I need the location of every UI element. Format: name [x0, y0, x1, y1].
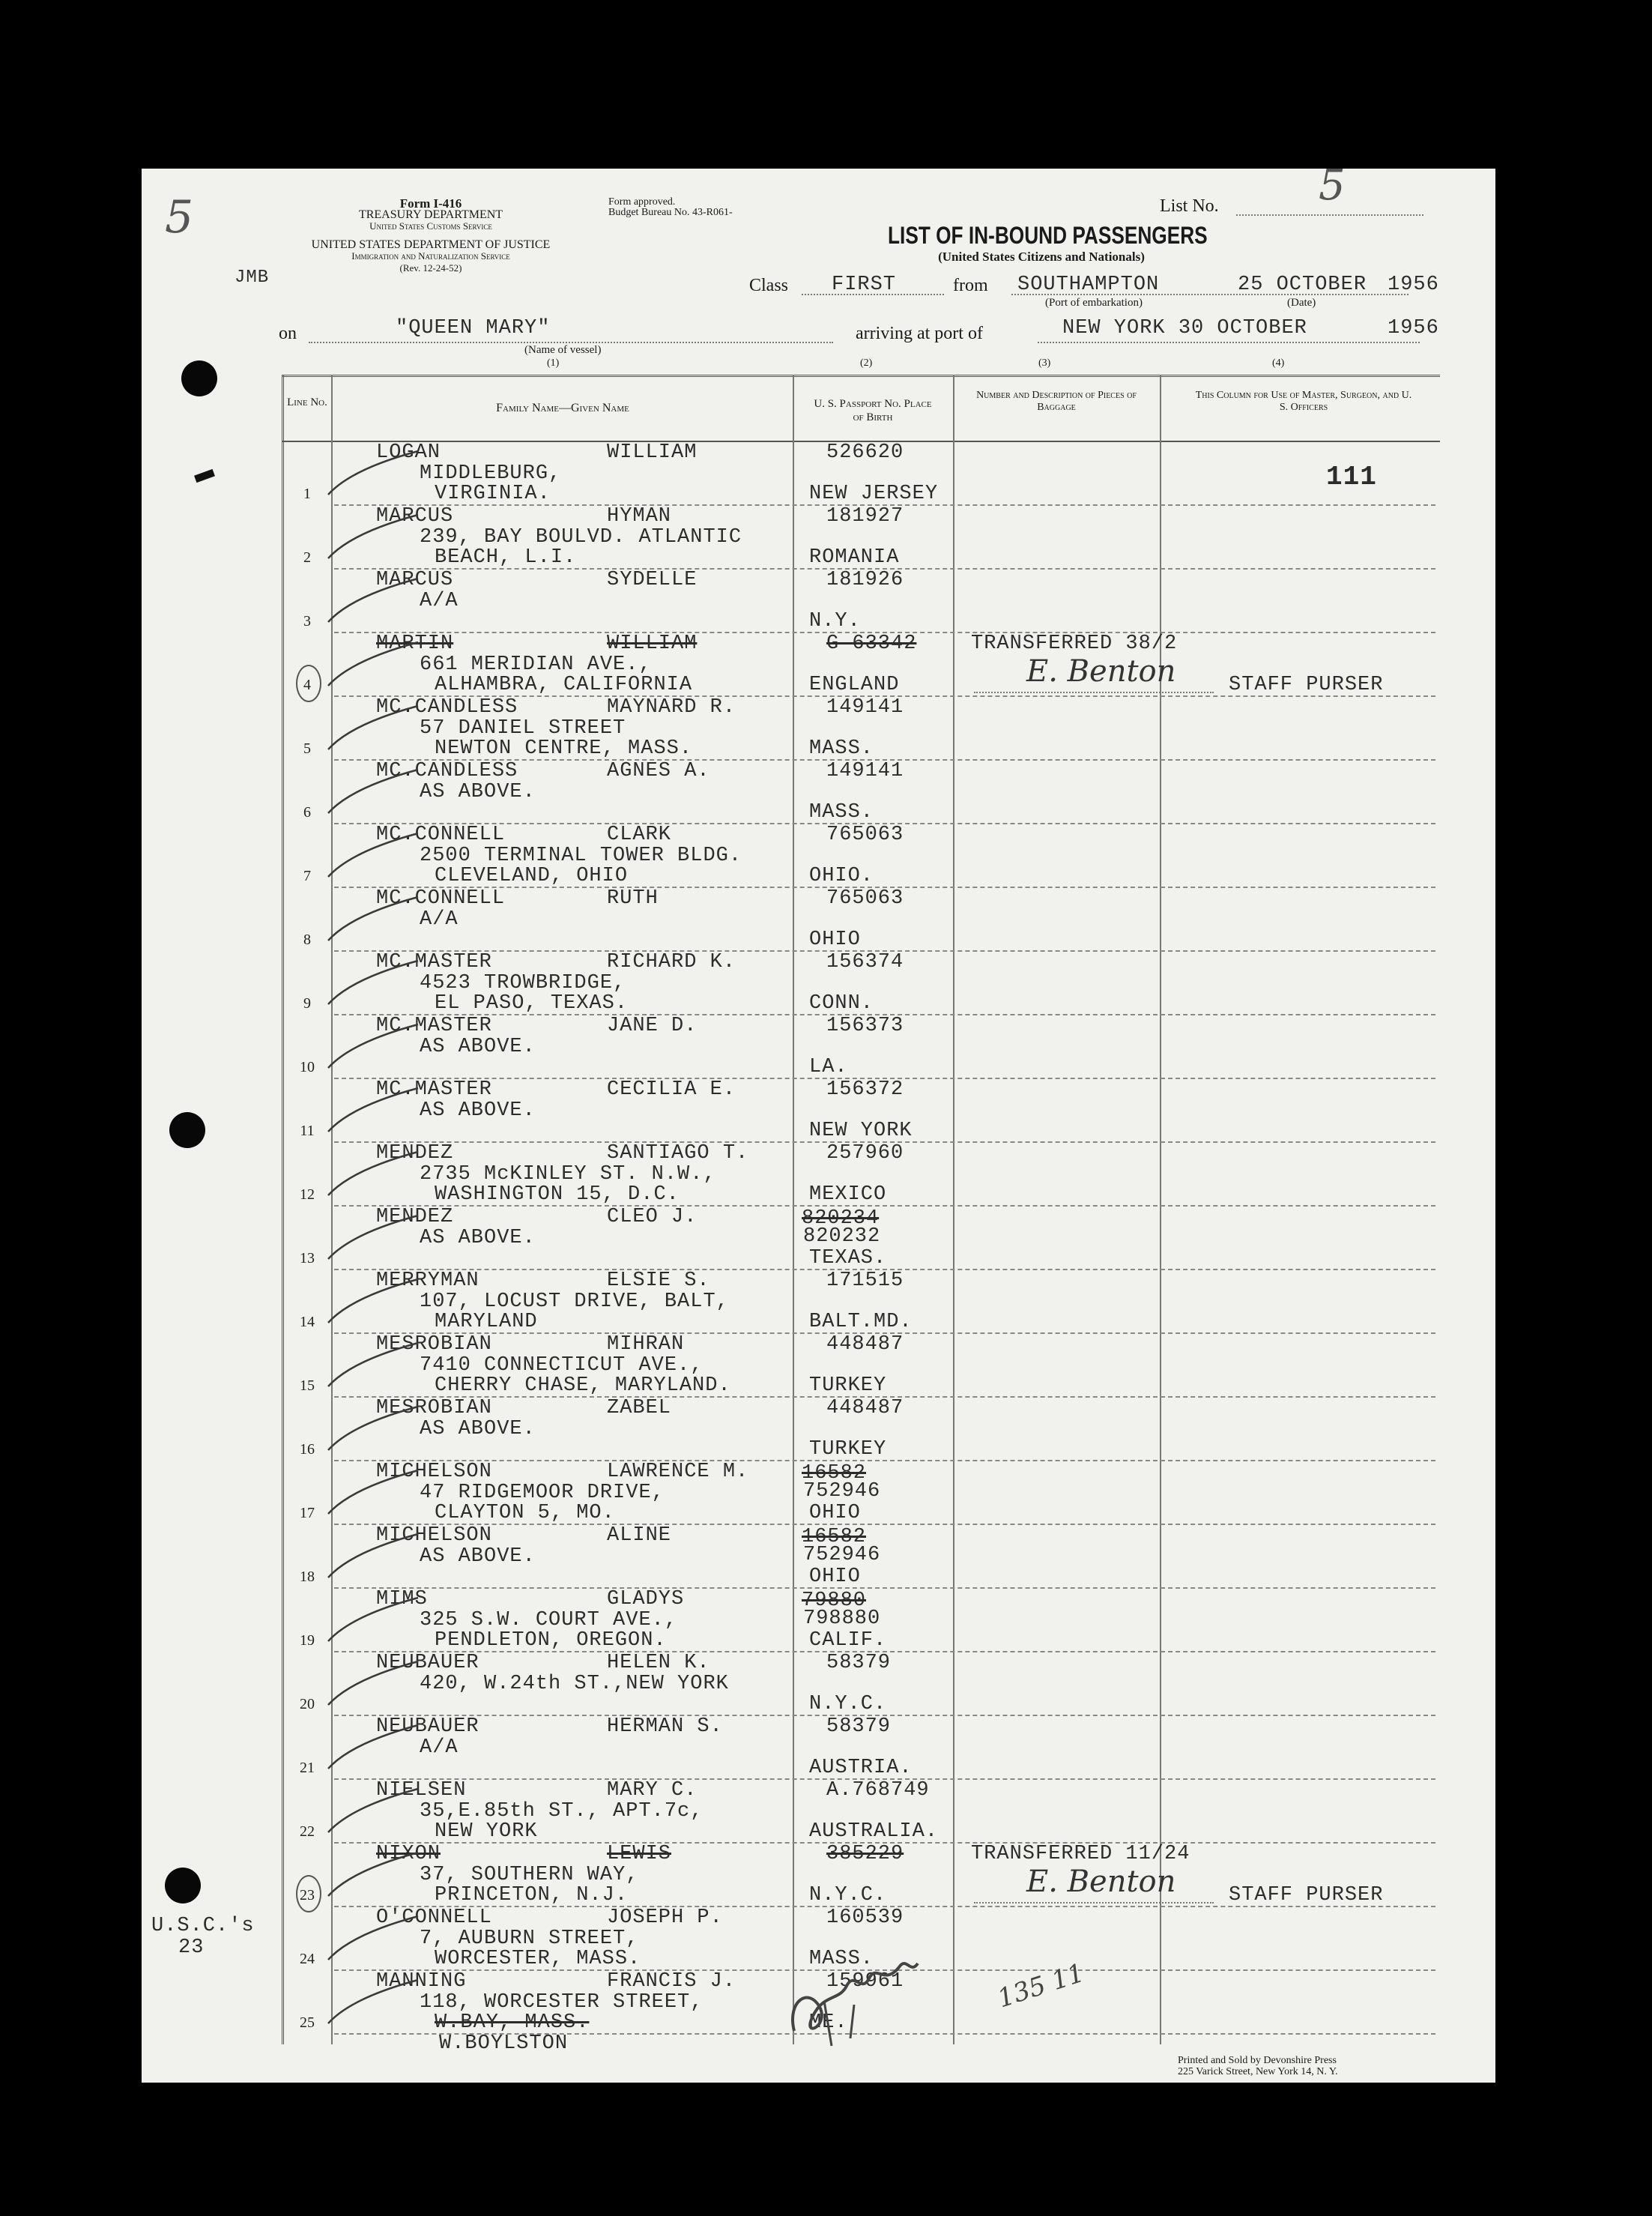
given-name: RUTH	[607, 887, 659, 910]
given-name: MARY C.	[607, 1779, 698, 1802]
purser-signature: E. Benton	[1026, 654, 1176, 689]
line-number: 6	[303, 804, 311, 821]
line-number: 22	[300, 1823, 315, 1840]
passport-number: 752946	[803, 1480, 881, 1503]
check-mark	[313, 639, 426, 692]
check-mark	[313, 512, 426, 564]
address-line-2: PENDLETON, OREGON.	[435, 1629, 667, 1652]
class-label: Class	[749, 276, 789, 295]
arrival-port-date: NEW YORK 30 OCTOBER	[1062, 317, 1307, 339]
given-name: CLARK	[607, 824, 672, 846]
place-of-birth: OHIO	[809, 929, 861, 951]
check-mark	[313, 1276, 426, 1329]
printer-line-2: 225 Varick Street, New York 14, N. Y.	[1178, 2066, 1338, 2077]
passport-number: 156373	[826, 1015, 904, 1037]
address-line-1: AS ABOVE.	[420, 1036, 536, 1058]
punch-hole-top	[181, 360, 217, 396]
given-name: RICHARD K.	[607, 951, 736, 973]
arriving-label: arriving at port of	[856, 324, 983, 343]
revision: (Rev. 12-24-52)	[399, 262, 462, 274]
place-of-birth: N.Y.	[809, 610, 861, 633]
address-line-1: 420, W.24th ST.,NEW YORK	[420, 1673, 729, 1695]
family-name: MC.CANDLESS	[376, 696, 518, 719]
place-of-birth: MASS.	[809, 737, 874, 760]
passport-number-struck: 79880	[802, 1589, 867, 1612]
address-line-2: WASHINGTON 15, D.C.	[435, 1183, 680, 1206]
check-mark	[313, 448, 426, 501]
line-number: 2	[303, 549, 311, 566]
line-number: 25	[300, 2014, 315, 2031]
col-header-passport: U. S. Passport No. Place of Birth	[814, 398, 932, 423]
given-name: HYMAN	[607, 505, 672, 528]
vessel-name: "QUEEN MARY"	[396, 317, 551, 339]
address-line-1: A/A	[420, 908, 459, 931]
passport-number: 159961	[826, 1970, 904, 1993]
line-number: 19	[300, 1632, 315, 1649]
family-name: MESROBIAN	[376, 1397, 492, 1419]
check-mark	[313, 1913, 426, 1966]
punch-hole-middle	[169, 1112, 205, 1148]
col-header-baggage: Number and Description of Pieces of Baggage	[976, 390, 1137, 413]
family-name: NEUBAUER	[376, 1652, 479, 1674]
family-name: O'CONNELL	[376, 1906, 492, 1929]
address-line-2: WORCESTER, MASS.	[435, 1948, 641, 1970]
line-number: 13	[300, 1250, 315, 1266]
check-mark	[313, 1658, 426, 1711]
address-line-2: NEW YORK	[435, 1820, 538, 1843]
family-name: MC.CANDLESS	[376, 760, 518, 782]
place-of-birth: OHIO	[809, 1566, 861, 1588]
printer-line-1: Printed and Sold by Devonshire Press	[1178, 2055, 1337, 2066]
given-name: ALINE	[607, 1524, 672, 1547]
address-line-2: VIRGINIA.	[435, 483, 551, 505]
place-of-birth: CONN.	[809, 992, 874, 1015]
dept-treasury: TREASURY DEPARTMENT	[358, 208, 503, 221]
check-mark	[313, 894, 426, 947]
place-of-birth: TURKEY	[809, 1374, 887, 1397]
table-top-border	[282, 375, 1440, 377]
line-number: 11	[300, 1123, 315, 1139]
usc-count: 23	[178, 1936, 205, 1959]
line-number: 16	[300, 1441, 315, 1458]
line-number: 9	[303, 995, 311, 1012]
address-line-1: A/A	[420, 1736, 459, 1759]
passport-number: 160539	[826, 1906, 904, 1929]
family-name: NIELSEN	[376, 1779, 467, 1802]
address-line-3: W.BOYLSTON	[439, 2032, 569, 2055]
row-separator	[334, 1460, 1435, 1461]
signature-line	[974, 1902, 1214, 1903]
date-caption: (Date)	[1287, 297, 1316, 309]
address-line-1: 325 S.W. COURT AVE.,	[420, 1609, 678, 1631]
address-line-1: A/A	[420, 590, 459, 612]
line-number: 12	[300, 1186, 315, 1203]
given-name: SANTIAGO T.	[607, 1142, 749, 1165]
passport-number: A.768749	[826, 1779, 930, 1802]
check-mark	[313, 1021, 426, 1074]
address-line-1: AS ABOVE.	[420, 1418, 536, 1440]
family-name: MERRYMAN	[376, 1269, 479, 1292]
family-name: MARTIN	[376, 633, 454, 655]
list-no-value: 5	[1319, 161, 1346, 210]
line-number: 8	[303, 932, 311, 948]
place-of-birth: MASS.	[809, 801, 874, 824]
arrival-line	[1038, 342, 1420, 343]
address-line-1: 2735 McKINLEY ST. N.W.,	[420, 1163, 716, 1186]
given-name: SYDELLE	[607, 569, 698, 591]
line-number: 5	[303, 740, 311, 757]
given-name: LAWRENCE M.	[607, 1461, 749, 1483]
passport-number: 58379	[826, 1652, 892, 1674]
clerk-initials: JMB	[235, 268, 270, 288]
place-of-birth: NEW YORK	[809, 1120, 913, 1142]
passport-number-struck: 820234	[802, 1207, 880, 1230]
family-name: LOGAN	[376, 441, 441, 464]
passport-number: 181926	[826, 569, 904, 591]
address-line-2: CHERRY CHASE, MARYLAND.	[435, 1374, 731, 1397]
line-number: 20	[300, 1696, 315, 1712]
vessel-caption: (Name of vessel)	[524, 344, 602, 356]
line-number: 24	[300, 1951, 315, 1967]
passport-number: 798880	[803, 1607, 881, 1630]
place-of-birth: AUSTRIA.	[809, 1757, 913, 1779]
address-line-2: CLAYTON 5, MO.	[435, 1502, 615, 1524]
departure-date: 25 OCTOBER	[1238, 274, 1367, 296]
line-number: 14	[300, 1314, 315, 1330]
address-line-1: 2500 TERMINAL TOWER BLDG.	[420, 845, 742, 867]
port-of-embarkation: SOUTHAMPTON	[1017, 274, 1160, 296]
line-number: 3	[303, 613, 311, 630]
given-name: ZABEL	[607, 1397, 672, 1419]
given-name: JANE D.	[607, 1015, 698, 1037]
address-line-2: PRINCETON, N.J.	[435, 1884, 629, 1906]
check-mark	[313, 830, 426, 883]
passport-number: 156374	[826, 951, 904, 973]
address-line-2: ALHAMBRA, CALIFORNIA	[435, 674, 693, 696]
row-separator	[334, 1587, 1435, 1589]
passport-number-struck: 16582	[802, 1526, 867, 1548]
given-name: FRANCIS J.	[607, 1970, 736, 1993]
address-line-1: 661 MERIDIAN AVE.,	[420, 653, 652, 676]
check-mark	[313, 1467, 426, 1520]
passport-number: 58379	[826, 1715, 892, 1738]
place-of-birth: AUSTRALIA.	[809, 1820, 939, 1843]
budget-bureau: Budget Bureau No. 43-R061-	[608, 207, 733, 218]
family-name: MC.MASTER	[376, 951, 492, 973]
form-title: LIST OF IN-BOUND PASSENGERS	[888, 222, 1208, 249]
check-mark	[313, 767, 426, 819]
family-name: MENDEZ	[376, 1206, 454, 1228]
family-name: MESROBIAN	[376, 1333, 492, 1356]
address-line-1: AS ABOVE.	[420, 1545, 536, 1568]
dept-justice: UNITED STATES DEPARTMENT OF JUSTICE	[311, 238, 551, 251]
passport-number: 171515	[826, 1269, 904, 1292]
vessel-line	[309, 342, 833, 343]
passport-number: 385229	[826, 1843, 904, 1865]
given-name: JOSEPH P.	[607, 1906, 723, 1929]
given-name: CECILIA E.	[607, 1078, 736, 1101]
departure-year: 1956	[1388, 274, 1439, 296]
purser-signature: E. Benton	[1026, 1865, 1176, 1899]
handwritten-signature-bottom	[779, 1933, 929, 2053]
place-of-birth: LA.	[809, 1056, 848, 1078]
place-of-birth: TURKEY	[809, 1438, 887, 1461]
address-line-1: 37, SOUTHERN WAY,	[420, 1864, 639, 1886]
line-number: 23	[300, 1887, 315, 1903]
list-no-line	[1236, 214, 1423, 216]
name-divider	[793, 375, 794, 2044]
check-mark	[313, 1085, 426, 1138]
address-line-1: 4523 TROWBRIDGE,	[420, 972, 626, 994]
class-value: FIRST	[832, 274, 897, 296]
family-name: MIMS	[376, 1588, 428, 1610]
address-line-1: 35,E.85th ST., APT.7c,	[420, 1800, 704, 1823]
check-mark	[313, 1595, 426, 1647]
family-name: MC.MASTER	[376, 1015, 492, 1037]
place-of-birth: MASS.	[809, 1948, 874, 1970]
check-mark	[313, 1977, 426, 2029]
col4-caption: (4)	[1272, 357, 1285, 369]
family-name: MARCUS	[376, 569, 454, 591]
line-number: 4	[303, 677, 311, 693]
place-of-birth: N.Y.C.	[809, 1693, 887, 1715]
given-name: AGNES A.	[607, 760, 710, 782]
passport-number: 156372	[826, 1078, 904, 1101]
family-name: MENDEZ	[376, 1142, 454, 1165]
officer-title: STAFF PURSER	[1229, 674, 1384, 696]
punch-hole-bottom	[165, 1868, 201, 1903]
vessel-caption-num: (1)	[547, 357, 560, 369]
officer-note: 111	[1326, 462, 1377, 492]
given-name: WILLIAM	[607, 441, 698, 464]
from-label: from	[953, 276, 988, 295]
given-name: ELSIE S.	[607, 1269, 710, 1292]
row-separator	[334, 1524, 1435, 1525]
check-mark	[313, 1213, 426, 1265]
passport-number: G 63342	[826, 633, 917, 655]
place-of-birth: OHIO.	[809, 865, 874, 887]
passport-number: 181927	[826, 505, 904, 528]
form-approved: Form approved.	[608, 196, 676, 208]
margin-scribble: 135 11	[993, 1957, 1089, 2014]
address-line-1: 47 RIDGEMOOR DRIVE,	[420, 1482, 665, 1504]
address-line-1: 7410 CONNECTICUT AVE.,	[420, 1354, 704, 1377]
given-name: MAYNARD R.	[607, 696, 736, 719]
baggage-divider	[1160, 375, 1161, 2044]
signature-line	[974, 692, 1214, 693]
on-label: on	[279, 324, 297, 343]
col3-caption: (3)	[1038, 357, 1051, 369]
family-name: MICHELSON	[376, 1524, 492, 1547]
line-number: 17	[300, 1505, 315, 1521]
baggage-transfer-note: TRANSFERRED 38/2	[971, 633, 1178, 655]
check-mark	[313, 1149, 426, 1201]
given-name: WILLIAM	[607, 633, 698, 655]
address-line-1: 118, WORCESTER STREET,	[420, 1991, 704, 2014]
passport-number: 752946	[803, 1544, 881, 1566]
given-name: HERMAN S.	[607, 1715, 723, 1738]
passport-divider	[953, 375, 954, 2044]
given-name: HELEN K.	[607, 1652, 710, 1674]
line-number: 10	[300, 1059, 315, 1075]
passport-number: 448487	[826, 1333, 904, 1356]
margin-number: 5	[165, 191, 194, 244]
col2-caption: (2)	[860, 357, 873, 369]
list-no-label: List No.	[1160, 196, 1219, 216]
passport-number-struck: 16582	[802, 1462, 867, 1485]
check-mark	[313, 958, 426, 1010]
line-number: 21	[300, 1760, 315, 1776]
line-number-circle	[296, 1875, 321, 1912]
check-mark	[313, 1786, 426, 1838]
passport-number: 765063	[826, 887, 904, 910]
check-mark	[313, 576, 426, 628]
check-mark	[313, 1722, 426, 1775]
row-separator	[334, 1205, 1435, 1207]
line-number: 7	[303, 868, 311, 884]
col-header-line-no: Line No.	[287, 396, 327, 408]
passport-number: 149141	[826, 696, 904, 719]
passport-number: 765063	[826, 824, 904, 846]
port-embark-caption: (Port of embarkation)	[1045, 297, 1143, 309]
check-mark	[313, 1531, 426, 1583]
given-name: LEWIS	[607, 1843, 672, 1865]
family-name: MC.CONNELL	[376, 824, 506, 846]
passport-number: 257960	[826, 1142, 904, 1165]
col-header-officers: This Column for Use of Master, Surgeon, and U. S. Officers	[1195, 390, 1412, 413]
family-name: MARCUS	[376, 505, 454, 528]
form-subtitle: (United States Citizens and Nationals)	[938, 250, 1145, 264]
check-mark	[313, 703, 426, 755]
customs-service: United States Customs Service	[369, 220, 492, 232]
family-name: NIXON	[376, 1843, 441, 1865]
given-name: MIHRAN	[607, 1333, 685, 1356]
address-line-1: AS ABOVE.	[420, 1227, 536, 1249]
check-mark	[313, 1404, 426, 1456]
passport-number: 820232	[803, 1225, 881, 1248]
family-name: MC.CONNELL	[376, 887, 506, 910]
place-of-birth: MEXICO	[809, 1183, 887, 1206]
line-number-circle	[296, 665, 321, 702]
family-name: MANNING	[376, 1970, 467, 1993]
address-line-1: 57 DANIEL STREET	[420, 717, 626, 740]
address-line-2: BEACH, L.I.	[435, 546, 577, 569]
given-name: CLEO J.	[607, 1206, 698, 1228]
family-name: MC.MASTER	[376, 1078, 492, 1101]
officer-title: STAFF PURSER	[1229, 1884, 1384, 1906]
address-line-2: MARYLAND	[435, 1311, 538, 1333]
address-line-2: W.BAY, MASS.	[435, 2011, 590, 2034]
arrival-year: 1956	[1388, 317, 1439, 339]
place-of-birth: ROMANIA	[809, 546, 900, 569]
line-number: 18	[300, 1569, 315, 1585]
given-name: GLADYS	[607, 1588, 685, 1610]
form-number: Form I-416	[399, 196, 462, 211]
check-mark	[313, 1850, 426, 1902]
address-line-1: AS ABOVE.	[420, 781, 536, 803]
place-of-birth: ENGLAND	[809, 674, 900, 696]
place-of-birth: N.Y.C.	[809, 1884, 887, 1906]
place-of-birth: ME.	[809, 2011, 848, 2034]
address-line-1: AS ABOVE.	[420, 1099, 536, 1122]
passport-number: 448487	[826, 1397, 904, 1419]
baggage-transfer-note: TRANSFERRED 11/24	[971, 1843, 1190, 1865]
col-header-name: Family Name—Given Name	[496, 402, 629, 414]
place-of-birth: NEW JERSEY	[809, 483, 939, 505]
place-of-birth: TEXAS.	[809, 1247, 887, 1269]
ins-service: Immigration and Naturalization Service	[351, 250, 510, 262]
address-line-1: 7, AUBURN STREET,	[420, 1927, 639, 1950]
place-of-birth: OHIO	[809, 1502, 861, 1524]
line-number: 15	[300, 1377, 315, 1394]
address-line-1: 107, LOCUST DRIVE, BALT,	[420, 1290, 729, 1313]
place-of-birth: BALT.MD.	[809, 1311, 913, 1333]
address-line-2: CLEVELAND, OHIO	[435, 865, 629, 887]
address-line-2: EL PASO, TEXAS.	[435, 992, 629, 1015]
place-of-birth: CALIF.	[809, 1629, 887, 1652]
passport-number: 526620	[826, 441, 904, 464]
table-left-border	[282, 375, 284, 2044]
line-number: 1	[303, 486, 311, 502]
address-line-1: MIDDLEBURG,	[420, 462, 562, 485]
check-mark	[313, 1340, 426, 1392]
usc-label: U.S.C.'s	[151, 1915, 255, 1937]
address-line-1: 239, BAY BOULVD. ATLANTIC	[420, 526, 742, 549]
family-name: MICHELSON	[376, 1461, 492, 1483]
address-line-2: NEWTON CENTRE, MASS.	[435, 737, 693, 760]
passport-number: 149141	[826, 760, 904, 782]
family-name: NEUBAUER	[376, 1715, 479, 1738]
